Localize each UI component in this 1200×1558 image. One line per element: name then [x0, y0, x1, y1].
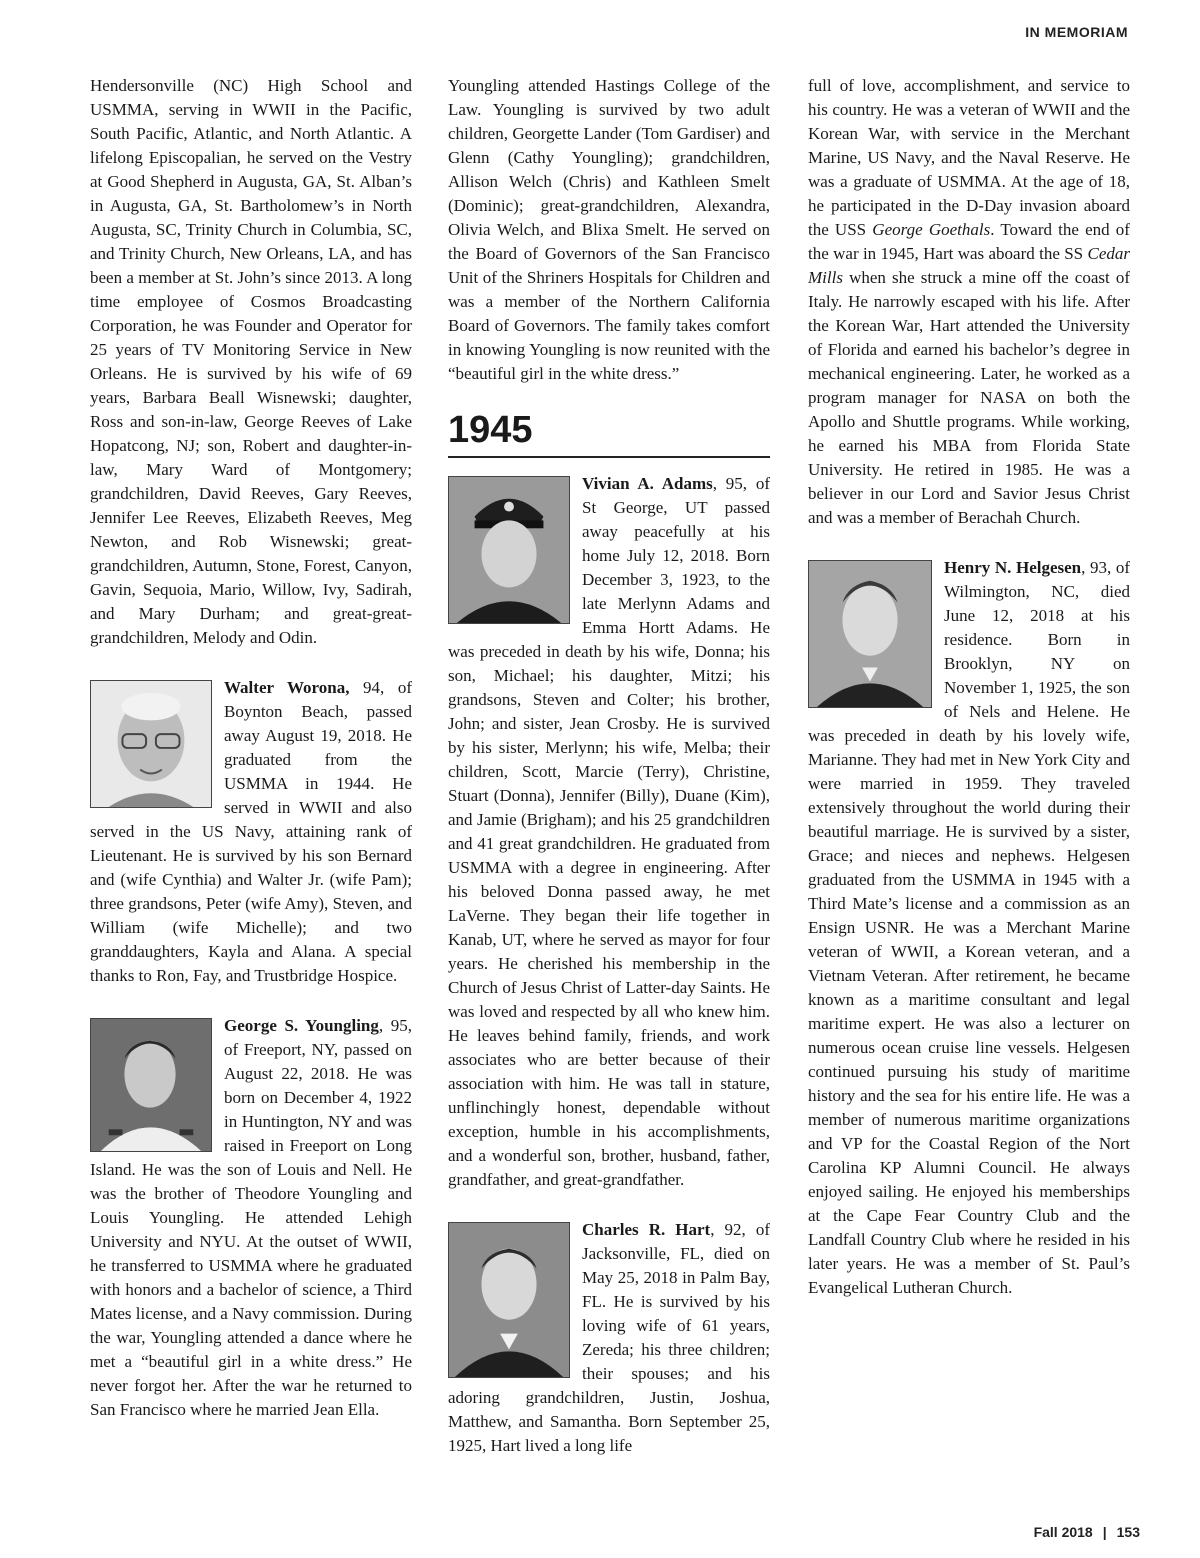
- obituary-text: Walter Worona, 94, of Boynton Beach, passed away August 19, 2018. He graduated from the USMMA in 1944. He served in WWII and also served in the US Navy, attaining rank of Lieutenant. He is survived by his son Bernard and (wife Cynthia) and Walter Jr. (wife Pam); three grandsons, Peter (wife Amy), Steven, and William (wife Michelle); and two granddaughters, Kayla and Alana. A special thanks to Ron, Fay, and Trustbridge Hospice.: [90, 678, 412, 985]
- obituary-text: full of love, accomplishment, and service to his country. He was a veteran of WWII and the Korean War, with service in the Merchant Marine, US Navy, and the Naval Reserve. He was a graduate of USMMA. At the age of 18, he participated in the D-Day invasion aboard the USS George Goethals. Toward the end of the war in 1945, Hart was aboard the SS Cedar Mills when she struck a mine off the coast of Italy. He narrowly escaped with his life. After the Korean War, Hart attended the University of Florida and earned his bachelor’s degree in mechanical engineering. Later, he worked as a program manager for NASA on both the Apollo and Shuttle programs. While working, he earned his MBA from Florida State University. He retired in 1985. He was a believer in our Lord and Savior Jesus Christ and was a member of Berachah Church.: [808, 76, 1130, 527]
- obituary-text: George S. Youngling, 95, of Freeport, NY, passed on August 22, 2018. He was born on December 4, 1922 in Huntington, NY and was raised in Freeport on Long Island. He was the son of Louis and Nell. He was the brother of Theodore Youngling and Louis Youngling. He attended Lehigh University and NYU. At the outset of WWII, he transferred to USMMA where he graduated with honors and a bachelor of science, a Third Mates license, and a Navy commission. During the war, Youngling attended a dance where he met a “beautiful girl in a white dress.” He never forgot her. After the war he returned to San Francisco where he married Jean Ella.: [90, 1016, 412, 1419]
- obituary-continuation-wisnewski: [90, 74, 412, 650]
- page-footer: [1034, 1524, 1140, 1540]
- decedent-name: George S. Youngling: [224, 1016, 379, 1035]
- decedent-name: Charles R. Hart: [582, 1220, 711, 1239]
- obituary-adams: [448, 472, 770, 1192]
- portrait-photo-youngling: [90, 1018, 212, 1152]
- issue-label: Fall 2018: [1033, 1524, 1093, 1540]
- obituary-text: Charles R. Hart, 92, of Jacksonville, FL, died on May 25, 2018 in Palm Bay, FL. He is survived by his loving wife of 61 years, Zereda; his three children; their spouses; and his adoring grandchildren, Justin, Joshua, Matthew, and Samantha. Born September 25, 1925, Hart lived a long life: [448, 1220, 770, 1455]
- footer-separator: |: [1102, 1524, 1107, 1540]
- decedent-name: Henry N. Helgesen: [944, 558, 1082, 577]
- obituary-text: Hendersonville (NC) High School and USMMA, serving in WWII in the Pacific, South Pacific, Atlantic, and North Atlantic. A lifelong Episcopalian, he served on the Vestry at Good Shepherd in Augusta, GA, St. Alban’s in Augusta, GA, St. Bartholomew’s in North Augusta, SC, Trinity Church in Columbia, SC, and Trinity Church, New Orleans, LA, and has been a member at St. John’s since 2013. A long time employee of Cosmos Broadcasting Corporation, he was Founder and Operator for 25 years of TV Monitoring Service in New Orleans. He is survived by his wife of 69 years, Barbara Beall Wisnewski; daughter, Ross and son-in-law, George Reeves of Lake Hopatcong, NJ; son, Robert and daughter-in-law, Mary Ward of Montgomery; grandchildren, David Reeves, Gary Reeves, Jennifer Lee Reeves, Elizabeth Reeves, Meg Newton, and Rob Wisnewski; great-grandchildren, Autumn, Stone, Forest, Canyon, Gavin, Sequoia, Mario, Willow, Ivy, Sadirah, and Mary Durham; and great-great-grandchildren, Melody and Odin.: [90, 76, 412, 647]
- portrait-photo-helgesen: [808, 560, 932, 708]
- portrait-photo-adams: [448, 476, 570, 624]
- obituary-text: Youngling attended Hastings College of the Law. Youngling is survived by two adult children, Georgette Lander (Tom Gardiser) and Glenn (Cathy Youngling); grandchildren, Allison Welch (Chris) and Kathleen Smelt (Dominic); great-grandchildren, Alexandra, Olivia Welch, and Blixa Smelt. He served on the Board of Governors of the San Francisco Unit of the Shriners Hospitals for Children and was a member of the Northern California Board of Governors. The family takes comfort in knowing Youngling is now reunited with the “beautiful girl in the white dress.”: [448, 76, 770, 383]
- obituary-continuation-hart: [808, 74, 1130, 530]
- portrait-photo-hart: [448, 1222, 570, 1378]
- obituary-text: Henry N. Helgesen, 93, of Wilmington, NC, died June 12, 2018 at his residence. Born in Brooklyn, NY on November 1, 1925, the son of Nels and Helene. He was preceded in death by his lovely wife, Marianne. They had met in New York City and were married in 1959. They traveled extensively throughout the world during their beautiful marriage. He is survived by a sister, Grace; and nieces and nephews. Helgesen graduated from the USMMA in 1945 with a Third Mate’s license and a commission as an Ensign USNR. He was a Merchant Marine veteran of WWII, a Korean veteran, and a Vietnam Veteran. After retirement, he became known as a maritime consultant and legal maritime expert. He was also a lecturer on numerous ocean cruise line vessels. Helgesen continued pursuing his study of maritime history and the sea for his entire life. He was a member of numerous maritime organizations and VP for the Coastal Region of the Nort Carolina KP Alumni Council. He always enjoyed sailing. He enjoyed his memberships at the Cape Fear Country Club and the Landfall Country Club where he resided in his later years. He was a member of St. Paul’s Evangelical Lutheran Church.: [808, 558, 1130, 1297]
- class-year-heading: 1945: [448, 408, 770, 458]
- page-number: 153: [1116, 1524, 1140, 1540]
- column-3: [808, 74, 1130, 1300]
- ship-name: Cedar Mills: [808, 244, 1130, 287]
- column-2: [448, 74, 770, 1458]
- column-1: [90, 74, 412, 1422]
- ship-name: George Goethals: [872, 220, 991, 239]
- obituary-worona: [90, 676, 412, 988]
- decedent-name: Vivian A. Adams: [582, 474, 713, 493]
- obituary-helgesen: [808, 556, 1130, 1300]
- obituary-youngling: [90, 1014, 412, 1422]
- obituary-continuation-youngling: [448, 74, 770, 386]
- section-header: IN MEMORIAM: [1025, 24, 1128, 40]
- obituary-text: Vivian A. Adams, 95, of St George, UT passed away peacefully at his home July 12, 2018. Born December 3, 1923, to the late Merlynn Adams and Emma Hortt Adams. He was preceded in death by his wife, Donna; his son, Michael; his daughter, Mitzi; his grandsons, Steven and Colter; his brother, John; and sister, Jean Crosby. He is survived by his sister, Merlynn; his wife, Melba; their children, Scott, Marcie (Terry), Christine, Stuart (Donna), Jennifer (Billy), Duane (Kim), and Jamie (Brigham); and his 25 grandchildren and 41 great grandchildren. He graduated from USMMA with a degree in engineering. After his beloved Donna passed away, he met LaVerne. They began their life together in Kanab, UT, where he served as mayor for four years. He cherished his membership in the Church of Jesus Christ of Latter-day Saints. He was loved and respected by all who knew him. He leaves behind family, friends, and work associates who are better because of their association with him. He was tall in stature, unflinchingly honest, dependable without exception, humble in his accomplishments, and a wonderful son, brother, husband, father, grandfather, and great-grandfather.: [448, 474, 770, 1189]
- obituary-hart: [448, 1218, 770, 1458]
- decedent-name: Walter Worona,: [224, 678, 350, 697]
- portrait-photo-worona: [90, 680, 212, 808]
